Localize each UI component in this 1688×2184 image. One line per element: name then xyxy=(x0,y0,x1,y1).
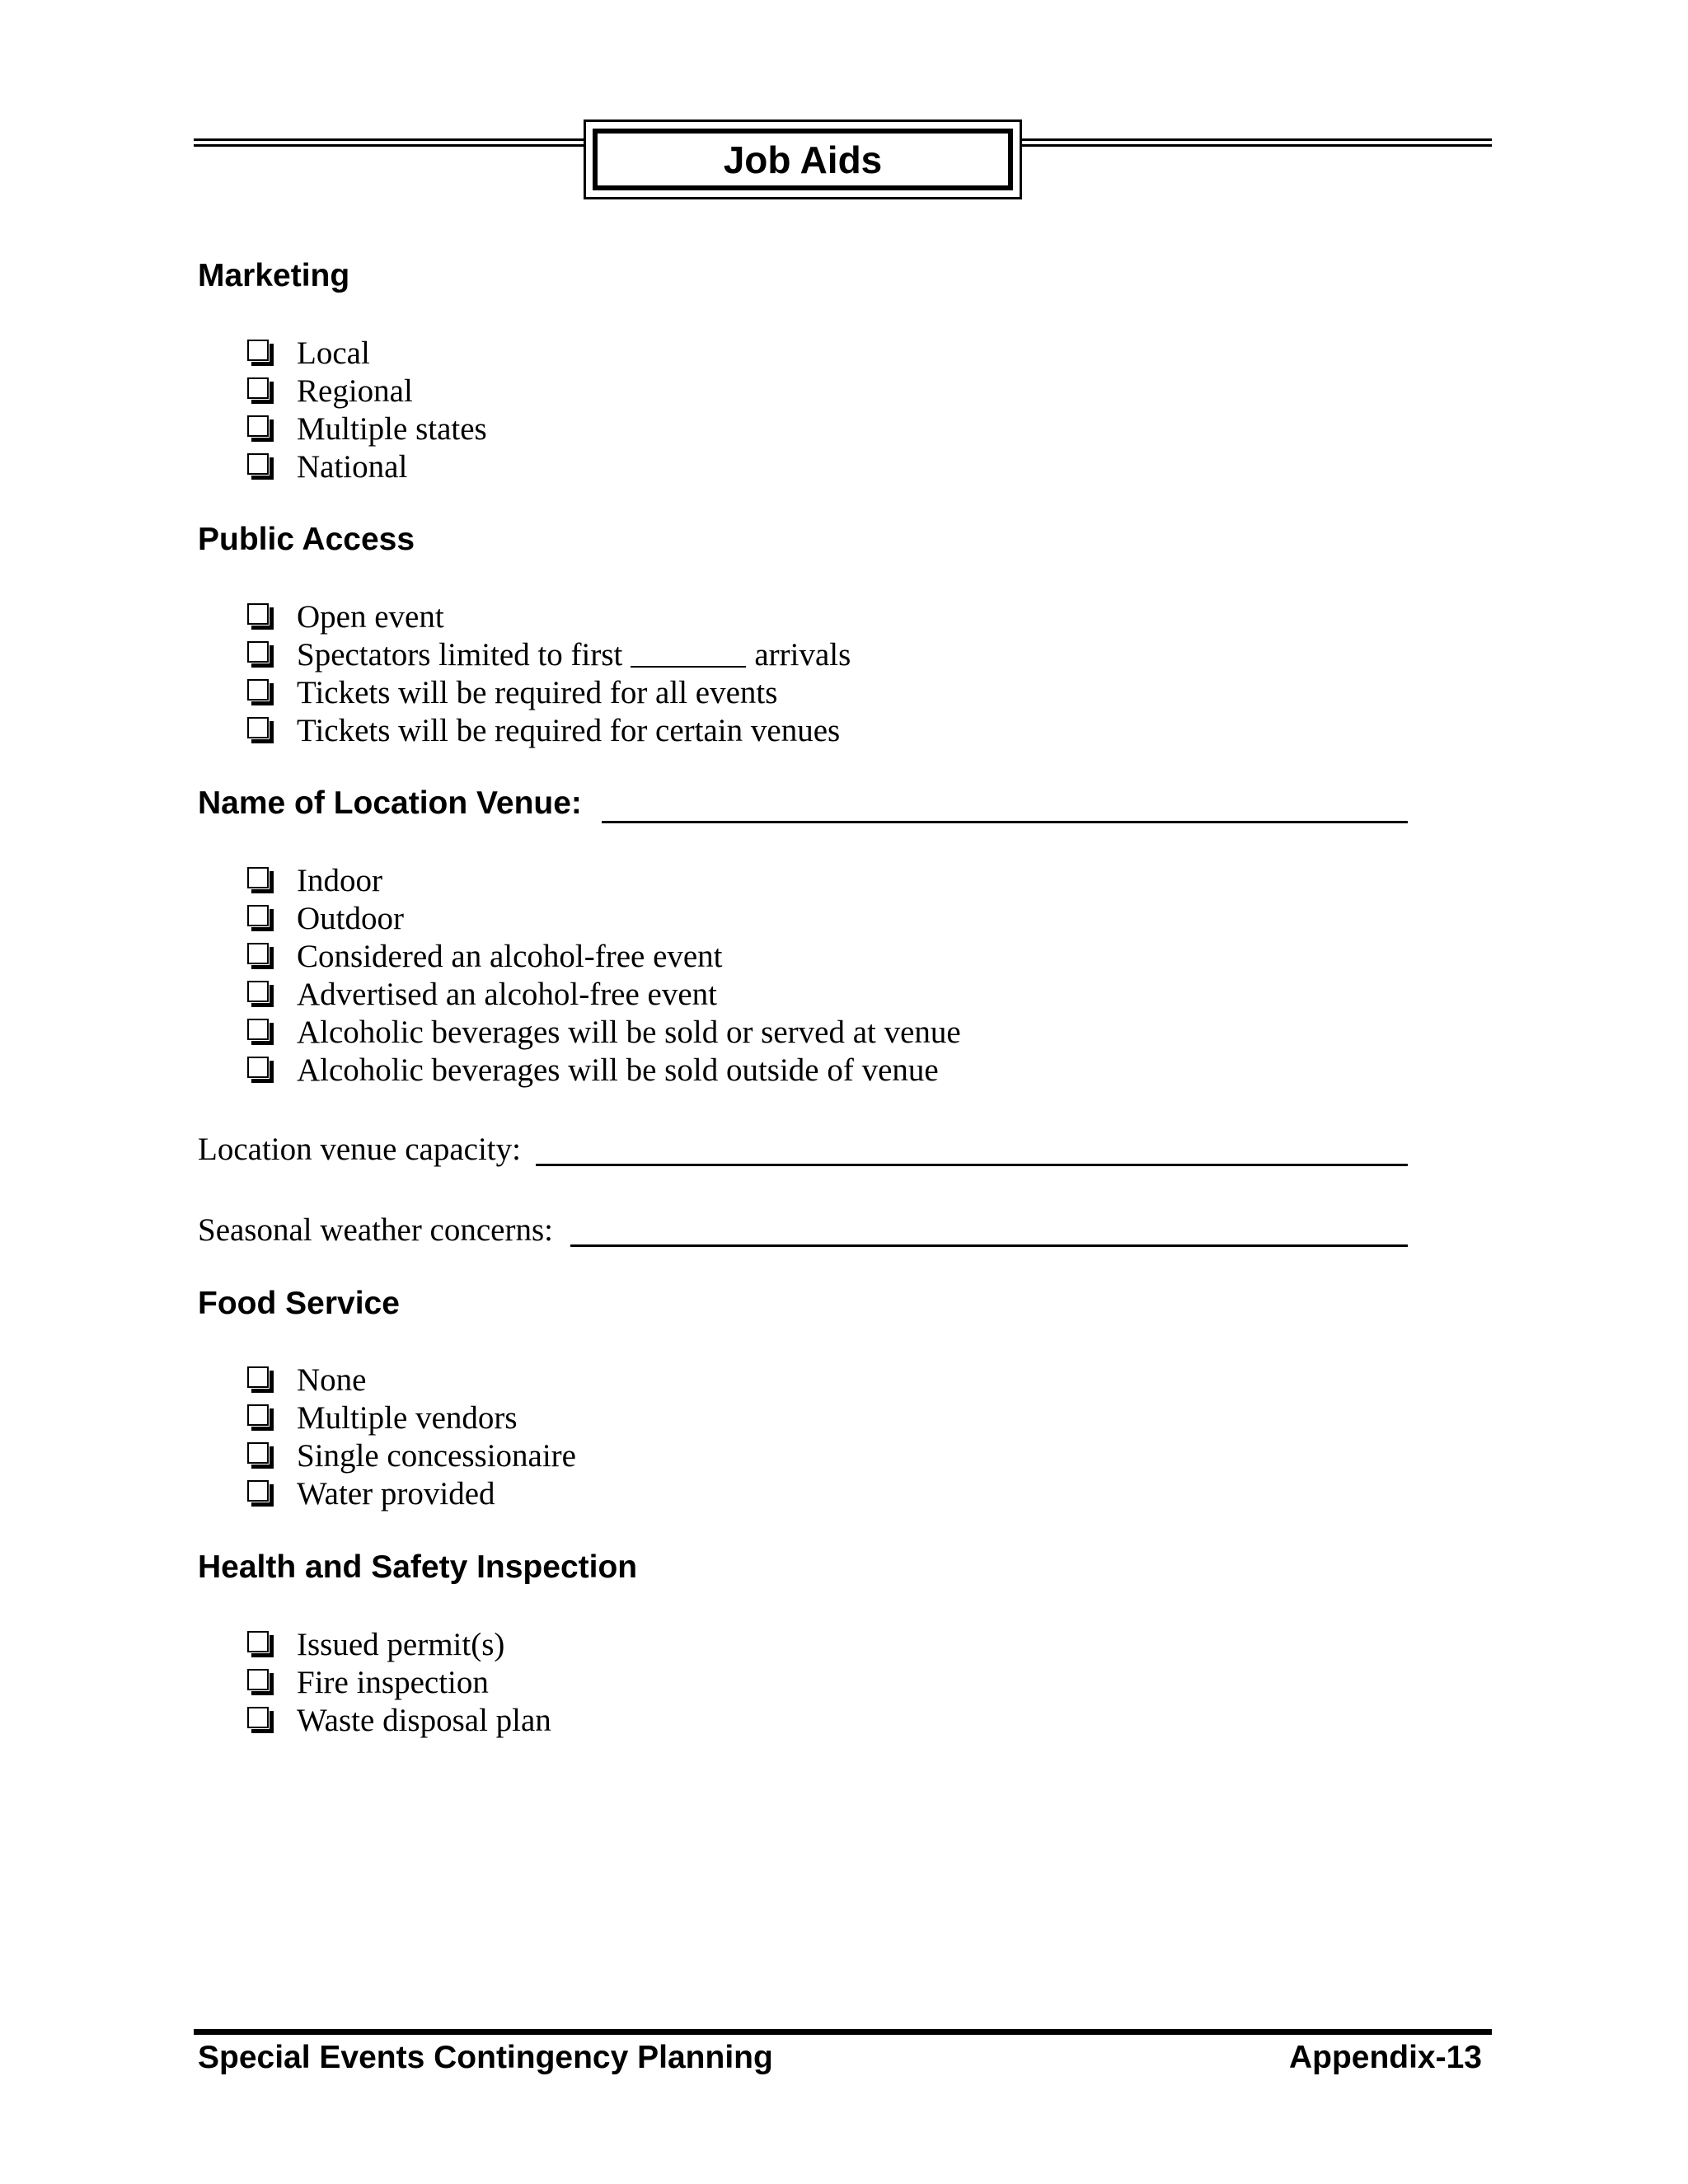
footer-document-title: Special Events Contingency Planning xyxy=(198,2040,773,2075)
venue-checklist xyxy=(247,861,961,1089)
checkbox-icon[interactable] xyxy=(247,1669,274,1695)
capacity-label: Location venue capacity: xyxy=(198,1132,521,1167)
checklist-item[interactable]: Multiple states xyxy=(247,410,487,448)
section-heading-food-service: Food Service xyxy=(198,1286,400,1321)
checklist-item[interactable]: Advertised an alcohol-free event xyxy=(247,975,961,1013)
checklist-item[interactable]: Open event xyxy=(247,598,851,635)
checklist-item[interactable]: National xyxy=(247,448,487,485)
checkbox-icon[interactable] xyxy=(247,377,274,404)
checkbox-icon[interactable] xyxy=(247,679,274,705)
checkbox-icon[interactable] xyxy=(247,1366,274,1393)
checkbox-icon[interactable] xyxy=(247,1480,274,1507)
checklist-item[interactable]: Local xyxy=(247,334,487,372)
weather-label: Seasonal weather concerns: xyxy=(198,1212,553,1248)
venue-name-blank[interactable] xyxy=(602,821,1408,823)
checkbox-icon[interactable] xyxy=(247,717,274,743)
checkbox-icon[interactable] xyxy=(247,981,274,1007)
checkbox-icon[interactable] xyxy=(247,1707,274,1733)
section-heading-marketing: Marketing xyxy=(198,258,350,293)
checklist-item[interactable]: Alcoholic beverages will be sold outside of venue xyxy=(247,1051,961,1089)
checkbox-icon[interactable] xyxy=(247,603,274,630)
checklist-item[interactable]: Spectators limited to first arrivals xyxy=(247,635,851,673)
capacity-blank[interactable] xyxy=(536,1164,1408,1166)
checklist-item[interactable]: Regional xyxy=(247,372,487,410)
checklist-item[interactable]: Indoor xyxy=(247,861,961,899)
page-title: Job Aids xyxy=(723,138,883,181)
checkbox-icon[interactable] xyxy=(247,905,274,931)
header-title-box xyxy=(584,120,1022,199)
checklist-item[interactable]: Tickets will be required for all events xyxy=(247,673,851,711)
food-service-checklist xyxy=(247,1361,576,1512)
checklist-item[interactable]: Issued permit(s) xyxy=(247,1625,551,1663)
checkbox-icon[interactable] xyxy=(247,1019,274,1045)
checklist-item[interactable]: None xyxy=(247,1361,576,1399)
footer-rule xyxy=(194,2029,1492,2035)
marketing-checklist xyxy=(247,334,487,485)
section-heading-public-access: Public Access xyxy=(198,522,415,557)
checklist-item[interactable]: Multiple vendors xyxy=(247,1399,576,1436)
public-access-checklist xyxy=(247,598,851,749)
checklist-item[interactable]: Tickets will be required for certain venues xyxy=(247,711,851,749)
checkbox-icon[interactable] xyxy=(247,867,274,893)
footer-page-number: Appendix-13 xyxy=(1288,2040,1482,2075)
checkbox-icon[interactable] xyxy=(247,1404,274,1431)
checklist-item[interactable]: Waste disposal plan xyxy=(247,1701,551,1739)
weather-blank[interactable] xyxy=(570,1244,1408,1247)
checklist-item[interactable]: Fire inspection xyxy=(247,1663,551,1701)
checkbox-icon[interactable] xyxy=(247,340,274,366)
checkbox-icon[interactable] xyxy=(247,453,274,480)
spectators-count-blank[interactable] xyxy=(631,641,746,668)
checkbox-icon[interactable] xyxy=(247,1057,274,1083)
checkbox-icon[interactable] xyxy=(247,1631,274,1657)
checkbox-icon[interactable] xyxy=(247,415,274,442)
health-safety-checklist xyxy=(247,1625,551,1739)
section-heading-health-safety: Health and Safety Inspection xyxy=(198,1549,638,1585)
checkbox-icon[interactable] xyxy=(247,641,274,668)
checklist-item[interactable]: Water provided xyxy=(247,1474,576,1512)
header-rule-right xyxy=(1020,138,1492,147)
section-heading-venue: Name of Location Venue: xyxy=(198,785,582,821)
checklist-item[interactable]: Outdoor xyxy=(247,899,961,937)
checklist-item[interactable]: Considered an alcohol-free event xyxy=(247,937,961,975)
header-rule-left xyxy=(194,138,585,147)
checklist-item[interactable]: Single concessionaire xyxy=(247,1436,576,1474)
checklist-item[interactable]: Alcoholic beverages will be sold or served at venue xyxy=(247,1013,961,1051)
checkbox-icon[interactable] xyxy=(247,943,274,969)
checkbox-icon[interactable] xyxy=(247,1442,274,1469)
